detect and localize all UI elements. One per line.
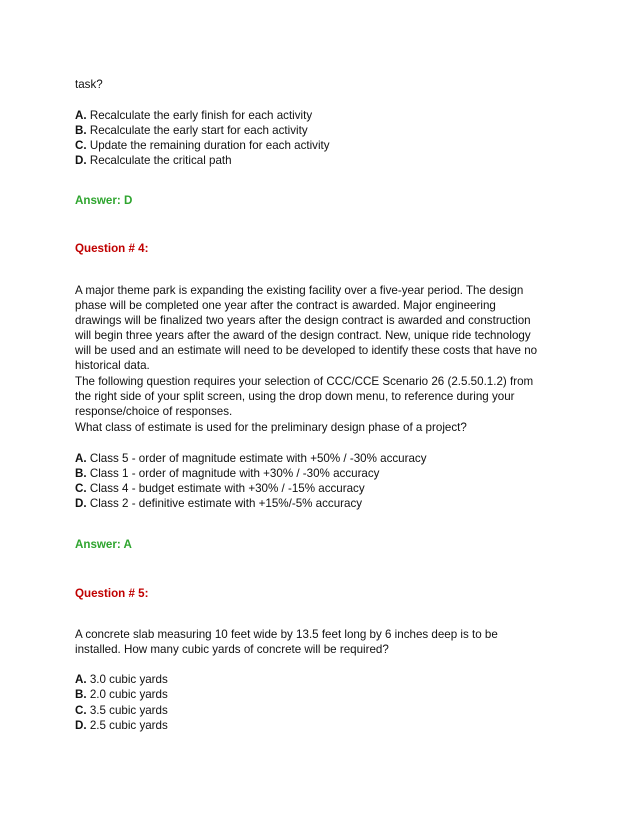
q4-question-line: What class of estimate is used for the preliminary design phase of a project? (75, 421, 467, 434)
option-text: 2.0 cubic yards (86, 688, 168, 701)
q5-option-c (75, 703, 168, 718)
option-letter: D. (75, 497, 87, 510)
option-text: Class 1 - order of magnitude with +30% / -30% accuracy (86, 467, 380, 480)
q4-stem-line: will begin three years after the award of the design contract. New, unique ride technology (75, 329, 531, 342)
q4-stem-line: the right side of your split screen, using the drop down menu, to reference during your (75, 390, 515, 403)
option-letter: D. (75, 719, 87, 732)
q4-stem-line: will be used and an estimate will need to be developed to identify these costs that have no (75, 344, 538, 357)
option-letter: A. (75, 673, 87, 686)
q5-heading: Question # 5: (75, 587, 149, 600)
q5-option-b (75, 687, 168, 702)
option-letter: C. (75, 139, 87, 152)
q4-option-c (75, 481, 365, 496)
q4-option-d (75, 496, 362, 511)
option-letter: A. (75, 452, 87, 465)
q4-option-a (75, 451, 427, 466)
q4-stem-line: The following question requires your selection of CCC/CCE Scenario 26 (2.5.50.1.2) from (75, 375, 534, 388)
option-text: 3.0 cubic yards (86, 673, 168, 686)
q5-stem-line: installed. How many cubic yards of concrete will be required? (75, 643, 389, 656)
q5-stem-line: A concrete slab measuring 10 feet wide by 13.5 feet long by 6 inches deep is to be (75, 628, 498, 641)
option-text: Recalculate the early start for each activity (86, 124, 308, 137)
option-letter: B. (75, 467, 87, 480)
option-text: Recalculate the early finish for each activity (86, 109, 313, 122)
q3-stem-tail: task? (75, 78, 103, 91)
option-letter: B. (75, 688, 87, 701)
option-letter: A. (75, 109, 87, 122)
q4-heading: Question # 4: (75, 242, 149, 255)
option-text: 2.5 cubic yards (86, 719, 168, 732)
option-letter: D. (75, 154, 87, 167)
q4-answer: Answer: A (75, 538, 132, 551)
q3-option-d (75, 153, 232, 168)
option-text: Class 2 - definitive estimate with +15%/-5% accuracy (86, 497, 363, 510)
q5-option-d (75, 718, 168, 733)
q3-option-a (75, 108, 312, 123)
q4-stem-line: drawings will be finalized two years after the design contract is awarded and construction (75, 314, 531, 327)
option-text: Class 5 - order of magnitude estimate with +50% / -30% accuracy (86, 452, 427, 465)
option-letter: B. (75, 124, 87, 137)
q3-option-c (75, 138, 330, 153)
q3-option-b (75, 123, 308, 138)
q4-stem-line: A major theme park is expanding the existing facility over a five-year period. The design (75, 284, 524, 297)
option-text: Update the remaining duration for each activity (86, 139, 330, 152)
option-letter: C. (75, 482, 87, 495)
q5-option-a (75, 672, 168, 687)
q4-stem-line: historical data. (75, 359, 150, 372)
q4-stem-line: phase will be completed one year after the contract is awarded. Major engineering (75, 299, 496, 312)
q4-stem-line: response/choice of responses. (75, 405, 233, 418)
option-letter: C. (75, 704, 87, 717)
q3-answer: Answer: D (75, 194, 133, 207)
q4-option-b (75, 466, 379, 481)
option-text: Recalculate the critical path (86, 154, 232, 167)
option-text: 3.5 cubic yards (86, 704, 168, 717)
option-text: Class 4 - budget estimate with +30% / -15% accuracy (86, 482, 365, 495)
